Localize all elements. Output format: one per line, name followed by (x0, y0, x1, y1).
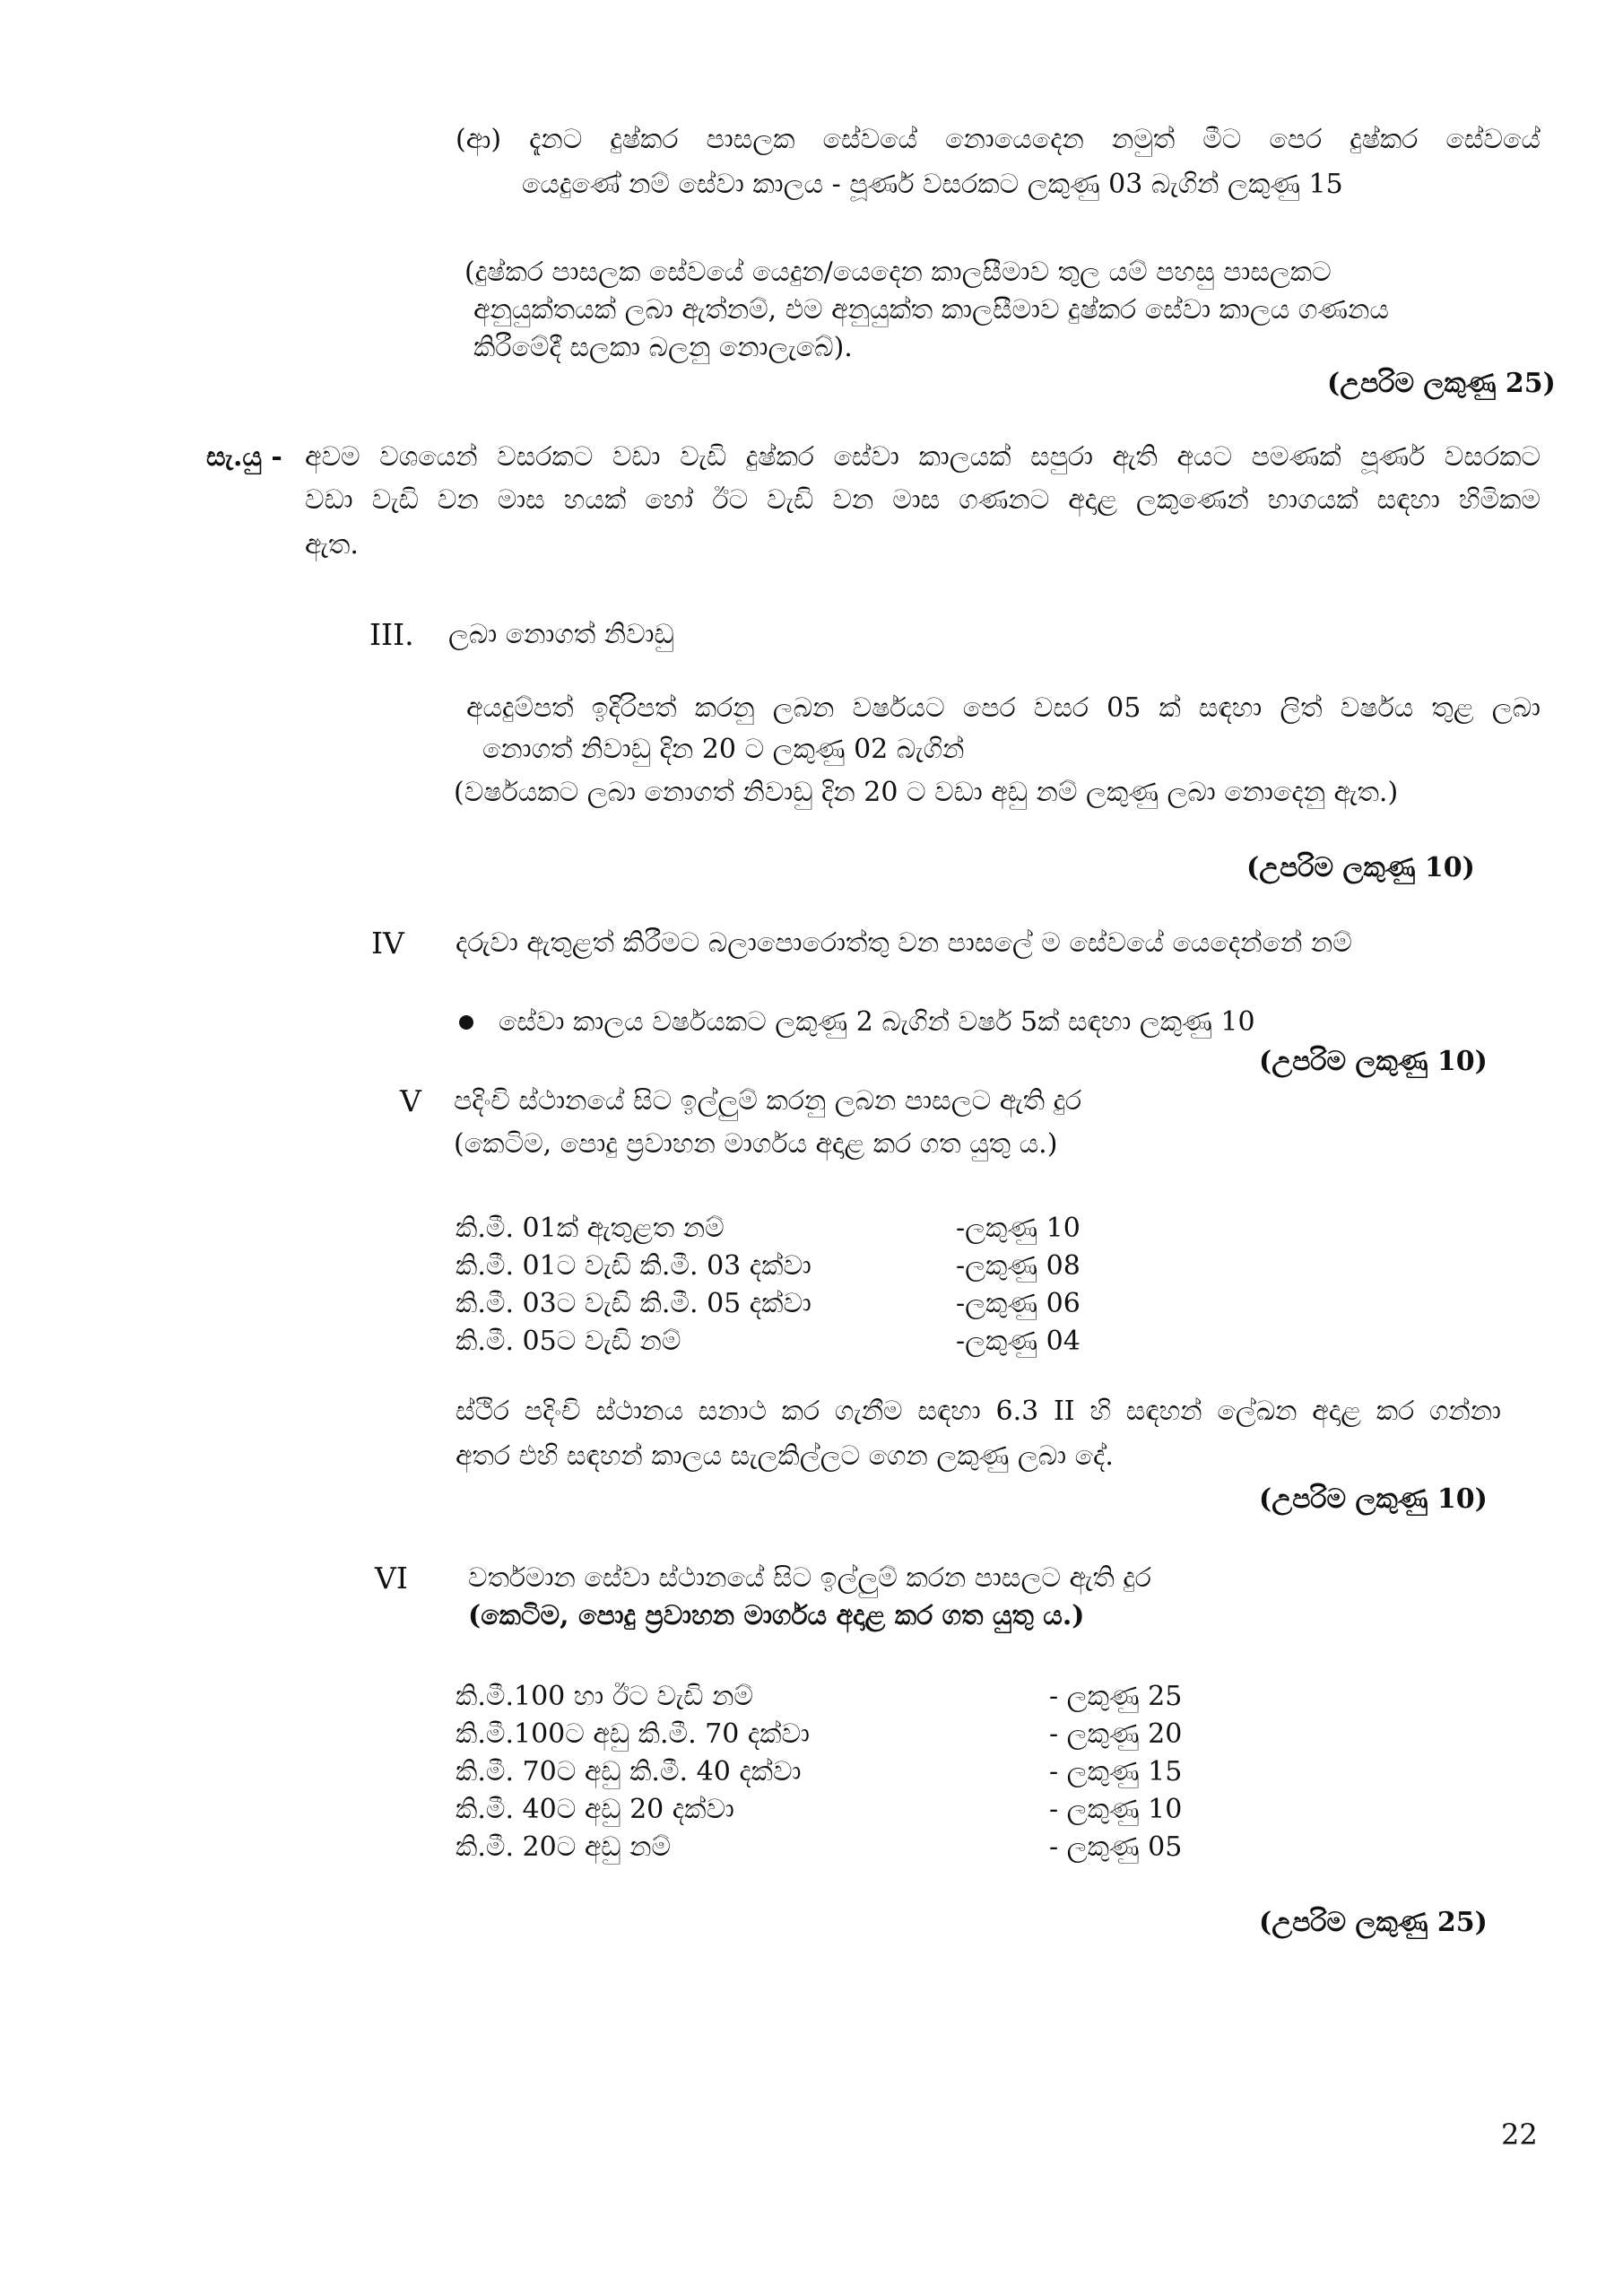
section-iii-line-1: අයදුම්පත් ඉදිරිපත් කරනු ලබන වර්ෂයට පෙර වසර 05 ක් සඳහා ලිත් වර්ෂය තුළ ලබා (466, 692, 1541, 724)
distance-row-label: කි.මී.100 හා ඊට වැඩි නම් (456, 1681, 754, 1712)
distance-row-label: කි.මී. 01ට වැඩි කි.මී. 03 දක්වා (456, 1250, 812, 1282)
section-iv-title: දරුවා ඇතුළත් කිරීමට බලාපොරොත්තු වන පාසලේ ම සේවයේ යෙදෙන්නේ නම් (456, 927, 1352, 959)
section-iv-bullet-text: සේවා කාලය වර්ෂයකට ලකුණු 2 බැගින් වර්ෂ 5ක් සඳහා ලකුණු 10 (499, 1006, 1255, 1038)
section-iii-numeral: III. (369, 617, 414, 652)
section-iv-max-marks: (උපරිම ලකුණු 10) (1259, 1046, 1488, 1077)
section-vi-subtitle: (කෙටිම, පොදු ප්‍රවාහන මාර්ගය අදාළ කර ගත යුතු ය.) (468, 1600, 1085, 1631)
distance-row-label: කි.මී. 03ට වැඩි කි.මී. 05 දක්වා (456, 1288, 812, 1319)
section-v-subtitle: (කෙටිම, පොදු ප්‍රවාහන මාර්ගය අදාළ කර ගත යුතු ය.) (454, 1128, 1058, 1160)
page-number: 22 (1501, 2118, 1538, 2152)
distance-row-value: -ලකුණු 06 (956, 1288, 1081, 1319)
section-iii-title: ලබා නොගත් නිවාඩු (448, 619, 674, 650)
section-vi-max-marks: (උපරිම ලකුණු 25) (1259, 1907, 1488, 1938)
section-v-max-marks: (උපරිම ලකුණු 10) (1259, 1483, 1488, 1515)
section-v-note-line-1: ස්ථිර පදිංචි ස්ථානය සනාථ කර ගැනීම සඳහා 6.3 II හි සඳහන් ලේඛන අදාළ කර ගන්නා (456, 1396, 1501, 1427)
distance-row-value: - ලකුණු 15 (1049, 1756, 1183, 1787)
section-vi-numeral: VI (375, 1561, 408, 1596)
section-aa-line-1: (ආ) දැනට දුෂ්කර පාසලක සේවයේ නොයෙදෙන නමුත් මීට පෙර දුෂ්කර සේවයේ (456, 124, 1541, 155)
distance-row-value: -ලකුණු 10 (956, 1213, 1081, 1244)
distance-row-label: කි.මී. 20ට අඩු නම් (456, 1831, 671, 1863)
section-v-numeral: V (400, 1083, 421, 1118)
hardship-note-line-1: (දුෂ්කර පාසලක සේවයේ යෙදුන/යෙදෙන කාලසීමාව තුල යම් පහසු පාසලකට (464, 257, 1332, 288)
distance-row-value: - ලකුණු 20 (1049, 1718, 1183, 1750)
hardship-note-line-3: කිරීමේදී සලකා බලනු නොලැබේ). (473, 332, 853, 363)
distance-row-value: - ලකුණු 25 (1049, 1681, 1183, 1712)
distance-row-label: කි.මී. 70ට අඩු කි.මී. 40 දක්වා (456, 1756, 802, 1787)
distance-row-value: - ලකුණු 05 (1049, 1831, 1183, 1863)
bullet-icon (459, 1015, 473, 1030)
section-aa-line-2: යෙදුණේ නම් සේවා කාලය - පූර්ණ වසරකට ලකුණු 03 බැගින් ලකුණු 15 (522, 169, 1343, 200)
section-v-title: පදිංචි ස්ථානයේ සිට ඉල්ලුම් කරනු ලබන පාසලට ඇති දුර (454, 1085, 1082, 1117)
hardship-note-line-2: අනුයුක්තයක් ලබා ඇත්නම්, එම අනුයුක්ත කාලසීමාව දුෂ්කර සේවා කාලය ගණනය (473, 294, 1389, 326)
remark-line-1: අවම වශයෙන් වසරකට වඩා වැඩි දුෂ්කර සේවා කාලයක් සපුරා ඇති අයට පමණක් පූර්ණ වසරකට (305, 441, 1541, 473)
distance-row-value: - ලකුණු 10 (1049, 1794, 1183, 1825)
remark-line-2: වඩා වැඩි වන මාස හයක් හෝ ඊට වැඩි වන මාස ගණනට අදාළ ලකුණෙන් භාගයක් සඳහා හිමිකම (305, 484, 1541, 516)
section-iii-line-3: (වර්ෂයකට ලබා නොගත් නිවාඩු දින 20 ට වඩා අඩු නම් ලකුණු ලබා නොදෙනු ඇත.) (454, 777, 1399, 808)
distance-row-label: කි.මී. 01ක් ඇතුළත නම් (456, 1213, 725, 1244)
section-iii-max-marks: (උපරිම ලකුණු 10) (1246, 852, 1475, 883)
distance-row-value: -ලකුණු 08 (956, 1250, 1081, 1282)
distance-row-label: කි.මී. 40ට අඩු 20 දක්වා (456, 1794, 734, 1825)
max-marks-25-a: (උපරිම ලකුණු 25) (1327, 368, 1556, 399)
section-vi-title: වර්තමාන සේවා ස්ථානයේ සිට ඉල්ලුම් කරන පාසලට ඇති දුර (468, 1562, 1151, 1594)
section-iii-line-2: නොගත් නිවාඩු දින 20 ට ලකුණු 02 බැගින් (482, 734, 965, 765)
remark-line-3: ඇත. (305, 529, 359, 561)
remark-label: සැ.යු - (206, 441, 282, 473)
distance-row-label: කි.මී. 05ට වැඩි නම් (456, 1326, 681, 1357)
distance-row-label: කි.මී.100ට අඩු කි.මී. 70 දක්වා (456, 1718, 810, 1750)
section-v-note-line-2: අතර එහි සඳහන් කාලය සැලකිල්ලට ගෙන ලකුණු ලබා දේ. (456, 1440, 1114, 1472)
section-iv-numeral: IV (371, 926, 404, 961)
distance-row-value: -ලකුණු 04 (956, 1326, 1081, 1357)
